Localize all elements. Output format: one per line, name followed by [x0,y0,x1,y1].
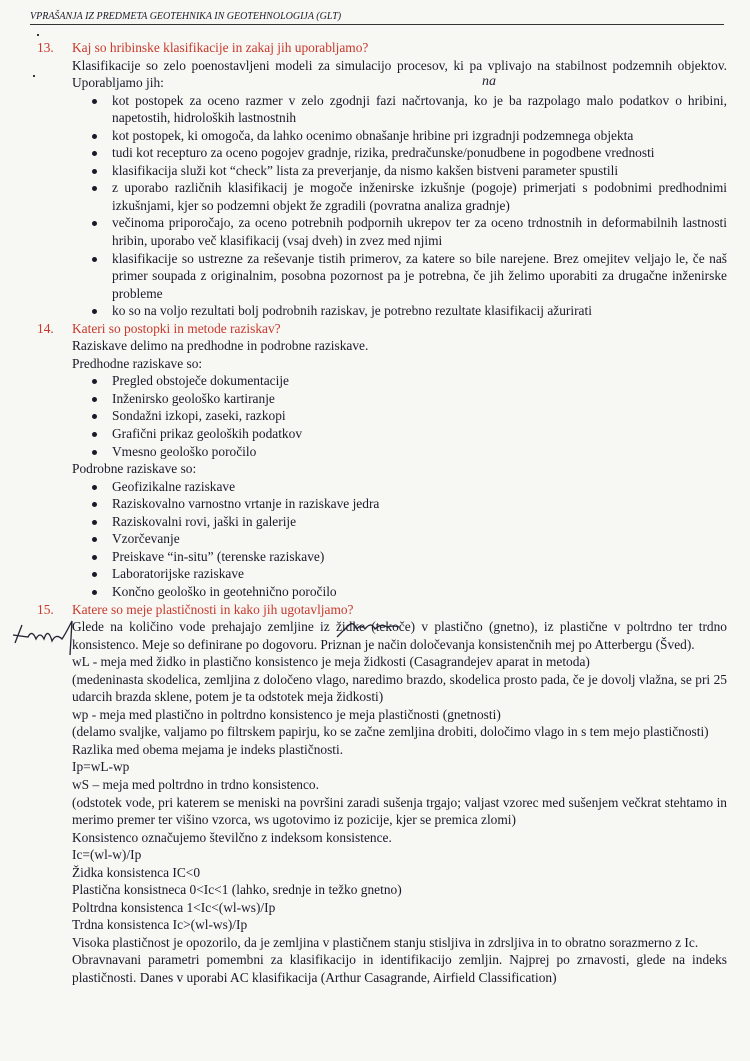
paragraph: Glede na količino vode prehajajo zemljine iz židke (tekoče) v plastično (gnetno), iz plastične v poltrdno ter trdno konsistenco. Meje so definirane po dogovoru. Priznan je način določevanja konsistenčnih mej po Atterbergu (Šved). [72,619,727,652]
paragraph: Trdna konsistenca Ic>(wl-ws)/Ip [72,917,248,933]
handwritten-signature-icon [10,615,80,660]
handwritten-scribble-icon [335,615,405,640]
list-item: Inženirsko geološko kartiranje [92,390,727,408]
question-number: 15. [37,601,54,617]
question-number: 14. [37,320,54,336]
paragraph: Židka konsistenca IC<0 [72,864,201,880]
q14-pre-label: Predhodne raziskave so: [72,355,203,371]
page-header: VPRAŠANJA IZ PREDMETA GEOTEHNIKA IN GEOTEHNOLOGIJA (GLT) [30,11,724,25]
list-item: Sondažni izkopi, zaseki, razkopi [92,407,727,425]
list-item: Raziskovalni rovi, jaški in galerije [92,513,727,531]
list-item: Raziskovalno varnostno vrtanje in raziskave jedra [92,495,727,513]
list-item: klasifikacije so ustrezne za reševanje tistih primerov, za katere so bile narejene. Brez omejitev veljajo le, če naš primer soupada z originalnim, posobna pozornost pa je potrebna, če jih želimo uporabiti za drugačne inženirske probleme [92,250,727,303]
paragraph: (odstotek vode, pri katerem se meniski na površini zaradi sušenja trgajo; valjast vzorec med sušenjem večkrat stehtamo in merimo premer ter višino vzorca, ws ugotovimo iz pozicije, kjer se premica zlomi) [72,794,727,828]
q13-intro: Klasifikacije so zelo poenostavljeni modeli za simulacijo procesov, ki pa vplivajo na stabilnost podzemnih objektov. Uporabljamo jih: [72,57,727,91]
paragraph: Razlika med obema mejama je indeks plastičnosti. [72,741,344,757]
list-item: kot postopek, ki omogoča, da lahko ocenimo obnašanje hribine pri izgradnji podzemnega objekta [92,127,727,145]
list-item: Laboratorijske raziskave [92,565,727,583]
paragraph: (medeninasta skodelica, zemljina z določeno vlago, naredimo brazdo, skodelica prosto pada, če je dovolj vlažna, se pri 25 udarcih brazda sklene, potem je ta odstotek meja židkosti) [72,671,727,705]
paragraph: (delamo svaljke, valjamo po filtrskem papirju, ko se začne zemljina drobiti, določimo vlago in s tem mejo plastičnosti) [72,724,709,740]
q14-intro: Raziskave delimo na predhodne in podrobne raziskave. [72,338,369,354]
list-item: kot postopek za oceno razmer v zelo zgodnji fazi načrtovanja, ko je ba razpolago malo podatkov o hribini, napetostih, hidroloških lastnostnih [92,92,727,127]
question-title: Katere so meje plastičnosti in kako jih ugotavljamo? [72,601,354,617]
question-title: Kateri so postopki in metode raziskav? [72,320,281,336]
list-item: Grafični prikaz geoloških podatkov [92,425,727,443]
paragraph: Poltrdna konsistenca 1<Ic<(wl-ws)/Ip [72,899,276,915]
document-body [37,39,727,987]
q13-bullet-list [92,92,727,320]
paragraph: wS – meja med poltrdno in trdno konsistenco. [72,776,319,792]
list-item: Preiskave “in-situ” (terenske raziskave) [92,548,727,566]
q14-det-list [92,478,727,601]
list-item: klasifikacija služi kot “check” lista za preverjanje, da nismo kakšen bistveni parameter spustili [92,162,727,180]
list-item: Končno geološko in geotehnično poročilo [92,583,727,601]
paragraph: Konsistenco označujemo številčno z indeksom konsistence. [72,829,392,845]
handwritten-note: na [482,74,496,89]
paragraph: wL - meja med židko in plastično konsistenco je meja židkosti (Casagrandejev aparat in metoda) [72,654,590,670]
q14-det-label: Podrobne raziskave so: [72,461,197,477]
scan-mark [37,34,39,36]
list-item: Vzorčevanje [92,530,727,548]
list-item: večinoma priporočajo, za oceno potrebnih podpornih ukrepov ter za oceno trdnostnih in deformabilnih lastnosti hribin, uporabo več klasifikacij (vsaj dveh) in zvez med njimi [92,214,727,249]
list-item: Vmesno geološko poročilo [92,443,727,461]
paragraph: wp - meja med plastično in poltrdno konsistenco je meja plastičnosti (gnetnosti) [72,706,501,722]
paragraph: Visoka plastičnost je opozorilo, da je zemljina v plastičnem stanju stisljiva in zdrsljiva in to obratno sorazmerno z Ic. [72,934,699,950]
question-title: Kaj so hribinske klasifikacije in zakaj jih uporabljamo? [72,40,369,55]
scan-mark [33,75,35,77]
question-14-heading [37,320,727,338]
paragraph: Plastična konsistneca 0<Ic<1 (lahko, srednje in težko gnetno) [72,882,402,898]
paragraph: Obravnavani parametri pomembni za klasifikacijo in identifikacijo zemljin. Najprej po zrnavosti, glede na indeks plastičnosti. Danes v uporabi AC klasifikacija (Arthur Casagrande, Airfield Classification) [72,952,727,985]
formula: Ip=wL-wp [72,759,130,775]
question-13-heading [37,39,727,57]
list-item: Pregled obstoječe dokumentacije [92,372,727,390]
list-item: tudi kot recepturo za oceno pogojev gradnje, rizika, predračunske/ponudbene in pogodbene vrednosti [92,144,727,162]
list-item: z uporabo različnih klasifikacij je mogoče inženirske izkušnje (pogoje) primerjati s podobnimi predhodnimi izkušnjami, kjer so podzemni objekt že zgradili (povratna analiza gradnje) [92,179,727,214]
question-number: 13. [37,40,54,55]
list-item: ko so na voljo rezultati bolj podrobnih raziskav, je potrebno rezultate klasifikacij ažurirati [92,302,727,320]
formula: Ic=(wl-w)/Ip [72,847,142,863]
list-item: Geofizikalne raziskave [92,478,727,496]
q14-pre-list [92,372,727,460]
